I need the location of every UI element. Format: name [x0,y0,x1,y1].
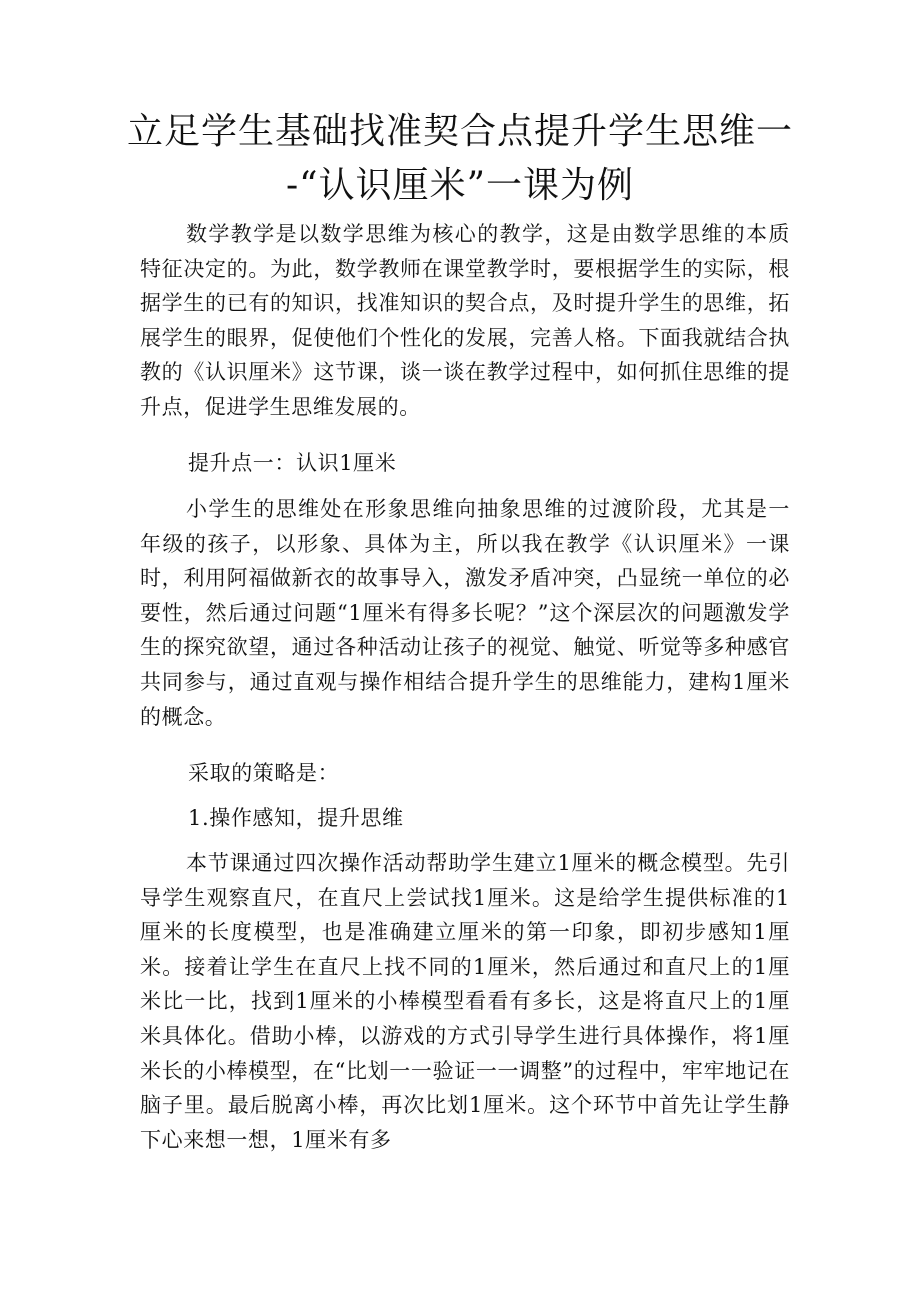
document-title-line-2: -“认识厘米”一课为例 [286,165,634,206]
point1-heading: 提升点一：认识1厘米 [188,451,397,475]
document-title-line-1: 立足学生基础找准契合点提升学生思维一 [126,111,793,152]
strategy1-body-paragraph: 本节课通过四次操作活动帮助学生建立1厘米的概念模型。先引导学生观察直尺，在直尺上尝试找1厘米。这是给学生提供标准的1厘米的长度模型，也是准确建立厘米的第一印象，即初步感知1厘米。接着让学生在直尺上找不同的1厘米，然后通过和直尺上的1厘米比一比，找到1厘米的小棒模型看看有多长，这是将直尺上的1厘米具体化。借助小棒，以游戏的方式引导学生进行具体操作，将1厘米长的小棒模型，在“比划一一验证一一调整”的过程中，牢牢地记在脑子里。最后脱离小棒，再次比划1厘米。这个环节中首先让学生静下心来想一想，1厘米有多 [140,851,790,1152]
strategy-heading: 采取的策略是： [188,761,340,785]
point1-body-paragraph: 小学生的思维处在形象思维向抽象思维的过渡阶段，尤其是一年级的孩子，以形象、具体为主，所以我在教学《认识厘米》一课时，利用阿福做新衣的故事导入，激发矛盾冲突，凸显统一单位的必要性，然后通过问题“1厘米有得多长呢？”这个深层次的问题激发学生的探究欲望，通过各种活动让孩子的视觉、触觉、听觉等多种感官共同参与，通过直观与操作相结合提升学生的思维能力，建构1厘米的概念。 [140,497,790,729]
strategy1-heading: 1.操作感知，提升思维 [188,806,404,830]
intro-paragraph: 数学教学是以数学思维为核心的教学，这是由数学思维的本质特征决定的。为此，数学教师在课堂教学时，要根据学生的实际，根据学生的已有的知识，找准知识的契合点，及时提升学生的思维，拓展学生的眼界，促使他们个性化的发展，完善人格。下面我就结合执教的《认识厘米》这节课，谈一谈在教学过程中，如何抓住思维的提升点，促进学生思维发展的。 [140,222,790,419]
